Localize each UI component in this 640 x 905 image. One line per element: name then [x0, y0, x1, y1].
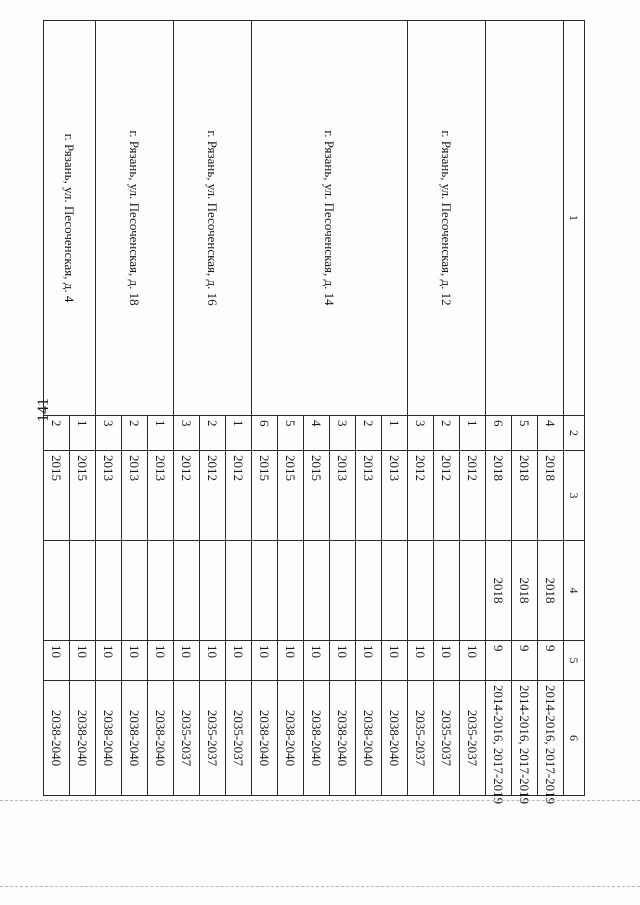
cell-c3: 2013	[148, 451, 174, 541]
cell-c4	[96, 541, 122, 641]
cell-c6: 2038-2040	[122, 681, 148, 796]
table-body	[44, 21, 564, 805]
header-row	[564, 21, 585, 796]
cell-c2: 4	[304, 416, 330, 451]
cell-c6: 2038-2040	[70, 681, 96, 796]
cell-c2: 3	[174, 416, 200, 451]
address-cell: г. Рязань, ул. Песоченская, д. 16	[174, 21, 252, 416]
cell-c4: 2018	[486, 541, 512, 641]
cell-c4	[356, 541, 382, 641]
cell-c4	[174, 541, 200, 641]
cell-c3: 2018	[486, 451, 512, 541]
cell-c2: 6	[252, 416, 278, 451]
cell-c5: 9	[538, 641, 564, 681]
cell-c6: 2035-2037	[174, 681, 200, 796]
table-row	[538, 21, 564, 796]
cell-c4	[148, 541, 174, 641]
cell-c3: 2012	[460, 451, 486, 541]
cell-c4	[434, 541, 460, 641]
cell-c4	[304, 541, 330, 641]
cell-c3: 2013	[356, 451, 382, 541]
cell-c6: 2038-2040	[304, 681, 330, 796]
table-row	[148, 21, 174, 796]
header-col-3: 3	[564, 451, 585, 541]
repair-schedule-table	[43, 20, 585, 805]
cell-c2: 5	[512, 416, 538, 451]
cell-c6: 2038-2040	[278, 681, 304, 796]
cell-c4	[252, 541, 278, 641]
cell-c6: 2038-2040	[252, 681, 278, 796]
cell-c5: 10	[408, 641, 434, 681]
cell-c5: 10	[200, 641, 226, 681]
cell-c2: 2	[434, 416, 460, 451]
cell-c5: 10	[304, 641, 330, 681]
cell-c6: 2035-2037	[434, 681, 460, 796]
cell-c4	[278, 541, 304, 641]
scan-artifact-line	[0, 886, 640, 887]
cell-c5: 10	[44, 641, 70, 681]
header-col-5: 5	[564, 641, 585, 681]
cell-c4: 2018	[512, 541, 538, 641]
cell-c6: 2014-2016, 2017-2019	[538, 681, 564, 796]
cell-c5: 10	[252, 641, 278, 681]
cell-c4	[44, 541, 70, 641]
cell-c6: 2035-2037	[460, 681, 486, 796]
cell-c2: 1	[70, 416, 96, 451]
cell-c2: 2	[122, 416, 148, 451]
cell-c6: 2038-2040	[96, 681, 122, 796]
cell-c2: 3	[330, 416, 356, 451]
table-row	[460, 21, 486, 796]
cell-c3: 2013	[382, 451, 408, 541]
address-cell: г. Рязань, ул. Песоченская, д. 14	[252, 21, 408, 416]
cell-c6: 2038-2040	[356, 681, 382, 796]
rotated-table-container	[49, 20, 585, 805]
cell-c2: 2	[200, 416, 226, 451]
address-cell	[486, 21, 564, 416]
cell-c6: 2014-2016, 2017-2019	[512, 681, 538, 796]
cell-c3: 2013	[330, 451, 356, 541]
cell-c3: 2015	[252, 451, 278, 541]
cell-c4	[330, 541, 356, 641]
cell-c3: 2012	[408, 451, 434, 541]
cell-c4	[122, 541, 148, 641]
cell-c5: 10	[70, 641, 96, 681]
cell-c4	[460, 541, 486, 641]
scan-artifact-line	[0, 800, 640, 801]
cell-c2: 1	[226, 416, 252, 451]
address-cell: г. Рязань, ул. Песоченская, д. 18	[96, 21, 174, 416]
table-row	[226, 21, 252, 796]
table-row	[382, 21, 408, 796]
cell-c6: 2035-2037	[200, 681, 226, 796]
cell-c5: 10	[278, 641, 304, 681]
cell-c6: 2035-2037	[408, 681, 434, 796]
cell-c2: 3	[96, 416, 122, 451]
cell-c5: 10	[382, 641, 408, 681]
cell-c3: 2015	[278, 451, 304, 541]
cell-c5: 10	[460, 641, 486, 681]
cell-c5: 9	[512, 641, 538, 681]
cell-c5: 10	[226, 641, 252, 681]
cell-c4	[70, 541, 96, 641]
cell-c6: 2038-2040	[44, 681, 70, 796]
cell-c5: 10	[96, 641, 122, 681]
header-col-6: 6	[564, 681, 585, 796]
cell-c4	[226, 541, 252, 641]
cell-c6: 2038-2040	[330, 681, 356, 796]
cell-c2: 6	[486, 416, 512, 451]
cell-c6: 2038-2040	[382, 681, 408, 796]
cell-c2: 1	[460, 416, 486, 451]
cell-c5: 10	[122, 641, 148, 681]
address-cell: г. Рязань, ул. Песоченская, д. 4	[44, 21, 96, 416]
cell-c5: 10	[356, 641, 382, 681]
cell-c5: 10	[148, 641, 174, 681]
header-col-4: 4	[564, 541, 585, 641]
cell-c6: 2014-2016, 2017-2019	[486, 681, 512, 796]
cell-c4: 2018	[538, 541, 564, 641]
cell-c6: 2038-2040	[148, 681, 174, 796]
header-col-2: 2	[564, 416, 585, 451]
cell-c2: 2	[356, 416, 382, 451]
cell-c2: 2	[44, 416, 70, 451]
cell-c3: 2012	[226, 451, 252, 541]
cell-c3: 2013	[96, 451, 122, 541]
cell-c3: 2012	[200, 451, 226, 541]
cell-c4	[408, 541, 434, 641]
cell-c3: 2013	[122, 451, 148, 541]
table-row	[70, 21, 96, 796]
cell-c5: 10	[174, 641, 200, 681]
cell-c5: 10	[434, 641, 460, 681]
cell-c5: 9	[486, 641, 512, 681]
address-cell: г. Рязань, ул. Песоченская, д. 12	[408, 21, 486, 416]
cell-c3: 2012	[434, 451, 460, 541]
cell-c3: 2012	[174, 451, 200, 541]
cell-c2: 3	[408, 416, 434, 451]
header-col-1: 1	[564, 21, 585, 416]
cell-c3: 2015	[304, 451, 330, 541]
cell-c2: 4	[538, 416, 564, 451]
cell-c6: 2035-2037	[226, 681, 252, 796]
cell-c3: 2018	[538, 451, 564, 541]
cell-c4	[382, 541, 408, 641]
cell-c3: 2018	[512, 451, 538, 541]
cell-c3: 2015	[44, 451, 70, 541]
cell-c2: 1	[148, 416, 174, 451]
cell-c2: 1	[382, 416, 408, 451]
cell-c4	[200, 541, 226, 641]
cell-c3: 2015	[70, 451, 96, 541]
page-number: 141	[35, 398, 52, 422]
cell-c2: 5	[278, 416, 304, 451]
cell-c5: 10	[330, 641, 356, 681]
